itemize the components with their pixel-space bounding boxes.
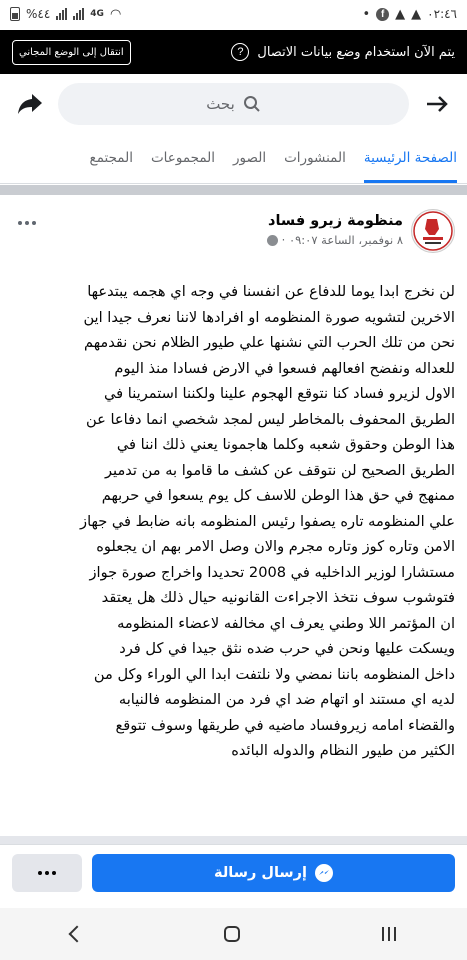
globe-icon [267,235,278,246]
send-message-button[interactable] [92,854,455,892]
search-icon [243,95,261,113]
tab-photos[interactable]: الصور [233,150,267,166]
data-banner-message-group [231,43,455,61]
zero-corruption-logo [413,211,453,251]
search-placeholder: بحث [206,95,235,113]
post-timestamp-row [50,233,403,247]
tab-groups[interactable]: المجموعات [150,150,216,166]
data-banner-message: يتم الآن استخدام وضع بيانات الاتصال [257,44,455,60]
send-message-label: إرسال رسالة [214,864,307,881]
post-line: علي المنظومه تاره يصفوا رئيس المنظومه بانه ضابط في جهاز [80,512,455,530]
post-line: ان المؤتمر اللا وطني يعرف اي مخالفه لاعضاء المنظومه [117,614,455,632]
battery-icon [10,7,20,21]
post-line: مستشارا لوزير الداخليه في 2008 تحديدا واخراج صورة جواز [89,563,455,581]
more-options-icon[interactable] [12,211,42,235]
messenger-icon [315,864,333,882]
signal-icon-2 [73,8,84,20]
divider [0,836,467,844]
status-bar [0,0,467,28]
network-type: 4G [90,9,104,19]
battery-level: %٤٤ [26,7,51,21]
data-mode-banner [0,30,467,74]
post-card [0,195,467,835]
post-line: لن نخرج ابدا يوما للدفاع عن انفسنا في وجه اي هجمه يبتدعها [87,283,455,300]
system-home-icon[interactable] [224,926,240,942]
warning-icon: ▲ [395,6,406,22]
page-action-bar [0,844,467,900]
post-line: والقضاء امامه زيروفساد ماضيه في طريقها وسوف تتوقع [115,716,455,734]
post-line: نحن من تلك الحرب التي نشنها علي طيور الظلام نحن نقدمهم [83,334,455,351]
post-line: الاخرين لتشويه صورة المنظومه او افرادها لاننا نعرف جيدا اين [83,308,455,326]
warning-icon-2: ▲ [411,6,422,22]
post-line: الاول لزيرو فساد كنا نتوقع الهجوم علينا ولكننا استمرينا في [104,385,455,402]
more-actions-button[interactable] [12,854,82,892]
tab-posts[interactable]: المنشورات [284,150,346,166]
post-line: ممنهج في حق هذا الوطن للاسف كل يوم يسعوا في حربهم [101,487,455,504]
search-header [0,74,467,134]
post-line: الطريق المحفوف بالمخاطر ليس لمجد شخصي انما دفاعا عن [86,410,455,428]
post-line: للعداله ونفضح افعالهم فسعوا في الارض فسادا منذ اليوم [114,359,455,377]
tab-home[interactable]: الصفحة الرئيسية [364,138,457,183]
post-line: فتوشوب سوف نتخذ الاجراءت القانونيه حيال ذلك هل يعتقد [101,589,455,606]
post-timestamp[interactable]: ٨ نوفمبر، الساعة ٠٩:٠٧ · [281,233,403,247]
system-recents-icon[interactable] [382,927,396,941]
tab-community[interactable]: المجتمع [89,150,133,166]
system-back-icon[interactable] [68,926,85,943]
page-avatar[interactable] [411,209,455,253]
post-body [12,279,455,764]
back-arrow-icon[interactable] [423,90,451,118]
search-input[interactable] [58,83,409,125]
wifi-icon: ◠ [109,6,122,22]
post-line: الطريق الصحيح لن نتوقف عن كشف ما قاموا به من تدمير [105,461,455,479]
help-icon[interactable]: ? [231,43,249,61]
post-line: الكثير من طيور النظام والدوله البائده [231,742,455,759]
signal-icon [56,8,67,20]
free-mode-button[interactable]: انتقال إلى الوضع المجاني [12,40,131,65]
status-right [363,7,458,22]
post-line: الامن وتاره كوز وتاره مجرم والان وصل الامر بهم ان يجعلوه [96,538,455,555]
facebook-notification-icon: f [376,8,389,21]
share-icon[interactable] [16,90,44,118]
clock: ٠٢:٤٦ [427,7,457,21]
system-nav-bar [0,908,467,960]
page-name[interactable]: منظومة زيرو فساد [268,213,403,229]
post-header [12,209,455,265]
post-line: داخل المنظومه باننا نمضي ولا نلتفت ابدا الي الوراء وكل من [93,665,455,683]
post-line: ويسكت عليها ونحن في حرب ضده نثق جيدا في كل فرد [119,640,455,657]
section-separator [0,185,467,195]
more-notifications-icon: • [362,6,371,22]
post-line: لديه اي مستند او اتهام ضد اي فرد من المنظومه فالنيابه [118,691,455,708]
status-left [10,7,121,22]
page-tabs [0,138,467,184]
post-meta [50,209,403,247]
post-line: هذا الوطن وحقوق شعبه وكلما هاجمونا يعني ذلك اننا في [116,436,455,453]
